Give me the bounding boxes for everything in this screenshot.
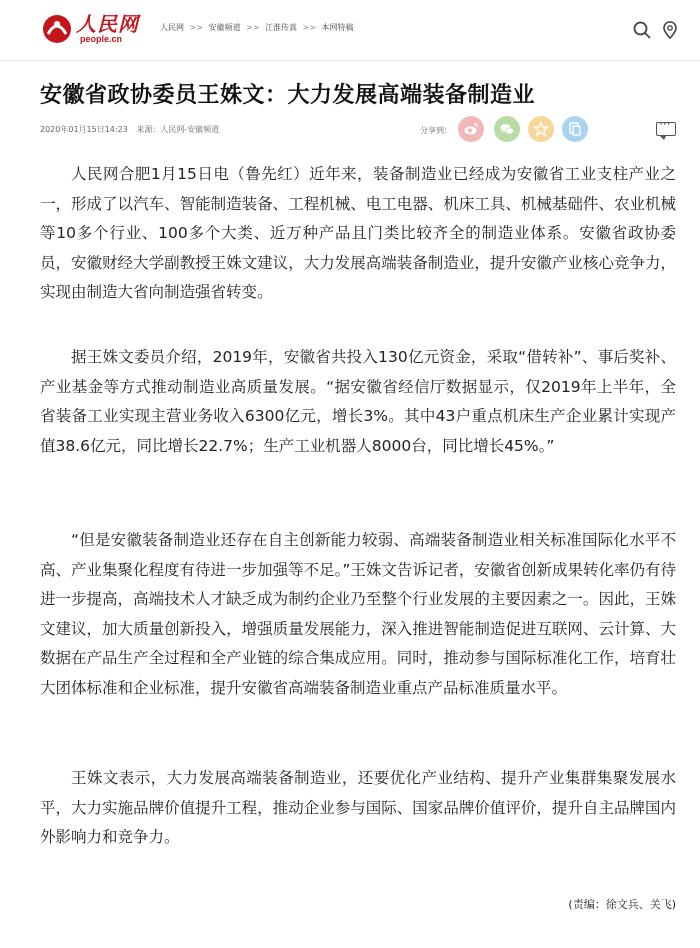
copy-icon (567, 121, 583, 137)
breadcrumb-separator: >> (246, 23, 260, 32)
star-icon (533, 121, 549, 137)
share-label: 分享到： (420, 126, 452, 135)
copy-share-button[interactable] (562, 116, 588, 142)
article-paragraph: 据王姝文委员介绍，2019年，安徽省共投入130亿元资金，采取“借转补”、事后奖补、产业基金等方式推动制造业高质量发展。“据安徽省经信厅数据显示，仅2019年上半年，全省装备工业实现主营业务收入6300亿元，增长3%。其中43户重点机床生产企业累计实现产值38.6亿元，同比增长22.7%；生产工业机器人8000台，同比增长45%。” (40, 348, 676, 455)
breadcrumb-item-anhui[interactable]: 安徽频道 (208, 23, 241, 32)
weibo-icon (463, 121, 479, 137)
favorite-share-button[interactable] (528, 116, 554, 142)
article-source: 来源：人民网-安徽频道 (136, 125, 220, 134)
breadcrumb (160, 22, 354, 33)
site-logo[interactable] (40, 8, 160, 52)
comment-more-icon[interactable] (656, 122, 676, 136)
breadcrumb-separator: >> (189, 23, 203, 32)
article-paragraph: 王姝文表示，大力发展高端装备制造业，还要优化产业结构、提升产业集群集聚发展水平，大力实施品牌价值提升工程，推动企业参与国际、国家品牌价值评价，提升自主品牌国内外影响力和竞争力。 (40, 769, 676, 846)
article-meta (40, 124, 225, 135)
breadcrumb-item-home[interactable]: 人民网 (160, 23, 184, 32)
page-title: 安徽省政协委员王姝文：大力发展高端装备制造业 (40, 83, 536, 108)
wechat-share-button[interactable] (494, 116, 520, 142)
location-icon[interactable] (660, 20, 680, 40)
search-icon[interactable] (632, 20, 652, 40)
logo-domain: people.cn (80, 34, 123, 44)
article-paragraph: “但是安徽装备制造业还存在自主创新能力较弱、高端装备制造业相关标准国际化水平不高、产业集聚化程度有待进一步加强等不足。”王姝文告诉记者，安徽省创新成果转化率仍有待进一步提高，高端技术人才缺乏成为制约企业乃至整个行业发展的主要因素之一。因此，王姝文建议，加大质量创新投入，增强质量发展能力，深入推进智能制造促进互联网、云计算、大数据在产品生产全过程和全产业链的综合集成应用。同时，推动参与国际标准化工作，培育壮大团体标准和企业标准，提升安徽省高端装备制造业重点产品标准质量水平。 (40, 531, 676, 697)
logo-mark-icon (40, 12, 74, 46)
article-paragraph: 人民网合肥1月15日电（鲁先红）近年来，装备制造业已经成为安徽省工业支柱产业之一，形成了以汽车、智能制造装备、工程机械、电工电器、机床工具、机械基础件、农业机械等10多个行业、100多个大类、近万种产品且门类比较齐全的制造业体系。安徽省政协委员，安徽财经大学副教授王姝文建议，大力发展高端装备制造业，提升安徽产业核心竞争力，实现由制造大省向制造强省转变。 (40, 165, 676, 301)
breadcrumb-item-special[interactable]: 本网特稿 (321, 23, 354, 32)
weibo-share-button[interactable] (458, 116, 484, 142)
top-bar (0, 0, 700, 61)
editor-credit: (责编：徐文兵、关飞) (568, 898, 676, 911)
publish-date: 2020年01月15日14:23 (40, 125, 128, 134)
wechat-icon (499, 121, 515, 137)
logo-text: 人民网 (76, 12, 139, 36)
breadcrumb-item-jianghuai[interactable]: 江淮传真 (265, 23, 297, 32)
breadcrumb-separator: >> (302, 23, 316, 32)
